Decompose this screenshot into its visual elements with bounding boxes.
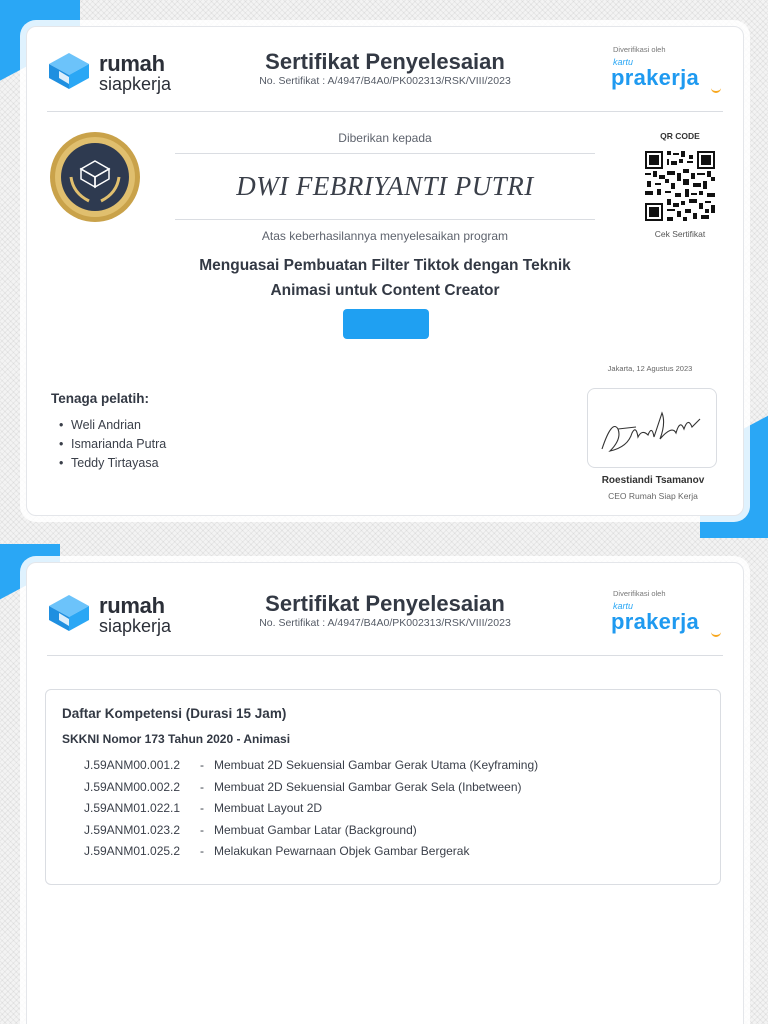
competency-row [84,778,644,800]
qr-code-icon[interactable] [643,149,717,228]
name-bottom-line [175,219,595,220]
competency-separator: - [200,779,204,794]
qr-code-label: QR CODE [660,131,700,141]
program-title [157,253,613,303]
certificate-card [26,26,744,516]
completion-text: Atas keberhasilannya menyelesaikan program [261,229,509,243]
kartu-text: kartu [613,57,634,67]
competency-separator: - [200,822,204,837]
given-to-label: Diberikan kepada [338,131,432,145]
certificate-page-2 [0,544,768,1024]
prakerja-logo: prakerja [611,609,700,634]
competency-row [84,799,644,821]
competency-description: Membuat 2D Sekuensial Gambar Gerak Utama (Keyframing) [214,758,539,772]
prakerja-smile-mark [711,87,721,93]
competency-code: J.59ANM01.025.2 [84,844,181,858]
trainers-heading: Tenaga pelatih: [51,391,150,406]
verified-by-label: Diverifikasi oleh [613,45,666,54]
logo-text-rumah: rumah [99,593,165,618]
trainers-list [59,416,166,473]
competency-description: Membuat Gambar Latar (Background) [214,822,417,837]
verified-by-label: Diverifikasi oleh [613,589,666,598]
competency-row [84,842,644,864]
recipient-name: DWI FEBRIYANTI PUTRI [236,171,534,201]
certificate-title: Sertifikat Penyelesaian [265,591,505,616]
prakerja-smile-mark [711,631,721,637]
certificate-title: Sertifikat Penyelesaian [265,49,505,74]
competency-row [84,756,644,778]
medal-badge-icon [49,131,141,223]
header-divider [47,655,723,656]
skkni-label: SKKNI Nomor 173 Tahun 2020 - Animasi [62,732,291,746]
certificate-card [26,562,744,1024]
competency-separator: - [200,758,204,772]
competency-row [84,821,644,843]
trainer-item: • Weli Andrian [59,416,166,435]
competency-list [84,756,644,864]
competency-code: J.59ANM01.022.1 [84,801,181,815]
certificate-number: No. Sertifikat : A/4947/B4A0/PK002313/RSK/VIII/2023 [259,617,511,629]
program-title-line-1: Menguasai Pembuatan Filter Tiktok dengan Teknik [199,257,571,274]
name-top-line [175,153,595,154]
competency-code: J.59ANM00.002.2 [84,779,181,794]
competency-description: Melakukan Pewarnaan Objek Gambar Bergerak [214,844,470,858]
signer-name: Roestiandi Tsamanov [601,475,705,486]
competency-separator: - [200,844,204,858]
house-cube-icon [47,593,91,633]
signature-image [588,389,718,469]
trainer-item: • Teddy Tirtayasa [59,454,166,473]
logo-text-siapkerja: siapkerja [99,616,172,636]
qr-caption: Cek Sertifikat [654,229,706,239]
logo-text-rumah: rumah [99,51,165,76]
rumah-siapkerja-logo [47,593,187,637]
trainer-item: • Ismarianda Putra [59,435,166,454]
competency-description: Membuat Layout 2D [214,801,323,815]
logo-text-siapkerja: siapkerja [99,74,172,94]
rumah-siapkerja-logo [47,51,187,95]
competency-code: J.59ANM01.023.2 [84,822,181,837]
competency-separator: - [200,801,204,815]
kartu-text: kartu [613,601,634,611]
place-date: Jakarta, 12 Agustus 2023 [607,364,693,373]
header-divider [47,111,723,112]
competency-title: Daftar Kompetensi (Durasi 15 Jam) [62,706,287,721]
certificate-number: No. Sertifikat : A/4947/B4A0/PK002313/RSK/VIII/2023 [259,75,511,87]
signature-box [587,388,717,468]
prakerja-logo: prakerja [611,65,700,90]
redacted-blue-block [343,309,429,339]
program-title-line-2: Animasi untuk Content Creator [270,282,500,299]
competency-description: Membuat 2D Sekuensial Gambar Gerak Sela (Inbetween) [214,779,522,794]
signer-role: CEO Rumah Siap Kerja [608,491,698,501]
house-cube-icon [47,51,91,91]
competency-box [45,689,721,885]
competency-code: J.59ANM00.001.2 [84,758,181,772]
